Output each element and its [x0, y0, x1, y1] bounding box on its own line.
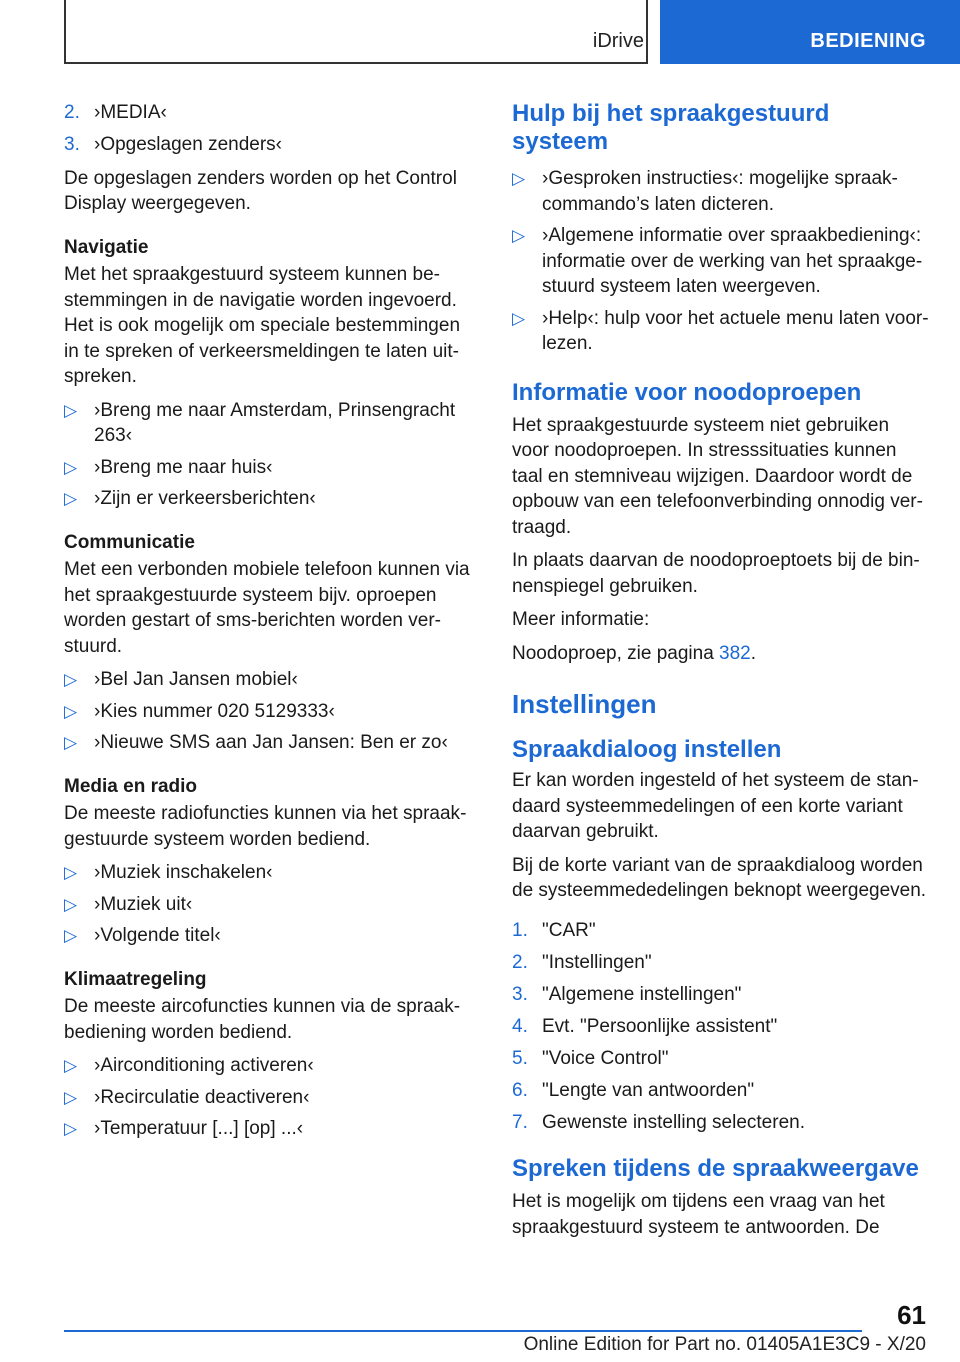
step-number: 2. [512, 951, 528, 973]
triangle-bullet-icon: ▷ [64, 894, 78, 914]
list-item: ▷ ›Recirculatie deactiveren‹ [64, 1085, 478, 1111]
triangle-bullet-icon: ▷ [64, 926, 78, 945]
step-number: 1. [512, 919, 528, 941]
list-item: 2. "Instellingen" [512, 950, 930, 976]
list-item: ▷ ›Gesproken instructies‹: mogelijke spraakcommando’s laten dicteren. [512, 168, 898, 215]
step-number: 3. [64, 134, 80, 155]
heading-instellingen: Instellingen [512, 689, 657, 719]
step-list-top [64, 100, 478, 158]
triangle-bullet-icon: ▷ [64, 1087, 78, 1107]
triangle-bullet-icon: ▷ [512, 169, 526, 188]
step-number: 7. [512, 1111, 528, 1133]
list-item: 7. Gewenste instelling selecteren. [512, 1110, 930, 1136]
left-column [64, 100, 478, 1160]
heading-spreken: Spreken tijdens de spraakweergave [512, 1155, 919, 1182]
step-number: 2. [64, 102, 80, 123]
triangle-bullet-icon: ▷ [64, 489, 78, 508]
chapter-tab[interactable] [660, 0, 960, 64]
heading-media: Media en radio [64, 775, 198, 797]
list-item: ▷ ›Nieuwe SMS aan Jan Jansen: Ben er zo‹ [64, 730, 478, 756]
body-navigatie: Met het spraakgestuurd systeem kunnen bestemmingen in de navigatie worden ingevoerd. Het is ook mogelijk om speciale bestemmingen in te spreken of verkeersmeldingen te laten uitspreken. [64, 264, 461, 387]
list-item: ▷ ›Muziek inschakelen‹ [64, 860, 478, 886]
step-number: 3. [512, 983, 528, 1005]
step-number: 4. [512, 1015, 528, 1037]
body-spreken: Het is mogelijk om tijdens een vraag van het spraakgestuurd systeem te antwoorden. De [512, 1191, 885, 1238]
body-dialoog-2: Bij de korte variant van de spraakdialoog worden de systeemmededelingen beknopt weergegeven. [512, 854, 927, 901]
header-section: iDrive [592, 30, 644, 52]
list-item: 2. ›MEDIA‹ [64, 100, 478, 126]
page-reference-link[interactable]: 382 [719, 642, 751, 664]
list-item: ▷ ›Temperatuur [...] [op] ...‹ [64, 1116, 478, 1142]
list-item: 3. "Algemene instellingen" [512, 982, 930, 1008]
list-item: ▷ ›Bel Jan Jansen mobiel‹ [64, 667, 478, 693]
list-item: 3. ›Opgeslagen zenders‹ [64, 132, 478, 158]
list-item: ▷ ›Algemene informatie over spraakbediening‹: informatie over de werking van het spraakgestuurd systeem laten weergeven. [512, 225, 923, 297]
page-number: 61 [897, 1300, 926, 1330]
triangle-bullet-icon: ▷ [64, 400, 78, 420]
heading-hulp: Hulp bij het spraakgestuurd systeem [512, 100, 830, 155]
reference-line: Noodoproep, zie pagina 382. [512, 642, 757, 664]
list-hulp [512, 166, 930, 357]
list-item: ▷ ›Help‹: hulp voor het actuele menu laten voorlezen. [512, 307, 929, 354]
triangle-bullet-icon: ▷ [64, 457, 78, 477]
body-klimaat: De meeste aircofuncties kunnen via de spraakbediening worden bediend. [64, 996, 461, 1043]
list-navigatie [64, 398, 478, 512]
body-dialoog-1: Er kan worden ingesteld of het systeem de standaard systeemmedelingen of een korte variant daarvan gebruikt. [512, 770, 919, 842]
list-item: ▷ ›Volgende titel‹ [64, 923, 478, 949]
step-number: 6. [512, 1079, 528, 1101]
body-nood-3: Meer informatie: [512, 609, 650, 630]
body-communicatie: Met een verbonden mobiele telefoon kunnen via het spraakgestuurde systeem bijv. oproepen worden gestart of sms-berichten worden verstuurd. [64, 559, 470, 657]
triangle-bullet-icon: ▷ [64, 863, 78, 882]
right-column [512, 100, 930, 1248]
step-number: 5. [512, 1047, 528, 1069]
intro-text: De opgeslagen zenders worden op het Control Display weergegeven. [64, 167, 457, 214]
list-item: ▷ ›Breng me naar huis‹ [64, 455, 478, 481]
heading-klimaat: Klimaatregeling [64, 968, 207, 990]
body-media: De meeste radiofuncties kunnen via het spraakgestuurde systeem worden bediend. [64, 803, 467, 850]
footer-divider [64, 1330, 862, 1332]
chapter-label: BEDIENING [810, 30, 926, 52]
list-item: ▷ ›Airconditioning activeren‹ [64, 1053, 478, 1079]
list-item: 6. "Lengte van antwoorden" [512, 1078, 930, 1104]
triangle-bullet-icon: ▷ [64, 1056, 78, 1075]
heading-communicatie: Communicatie [64, 531, 195, 553]
heading-navigatie: Navigatie [64, 236, 149, 258]
body-nood-1: Het spraakgestuurde systeem niet gebruiken voor noodoproepen. In stresssituaties kunnen taal en stemniveau wijzigen. Daardoor wordt de opbouw van een telefoonverbinding onnodig vertraagd. [512, 414, 923, 538]
steps-dialoog [512, 918, 930, 1136]
body-nood-2: In plaats daarvan de noodoproeptoets bij de binnenspiegel gebruiken. [512, 550, 920, 597]
list-klimaat [64, 1053, 478, 1142]
list-item: 5. "Voice Control" [512, 1046, 930, 1072]
list-item: 4. Evt. "Persoonlijke assistent" [512, 1014, 930, 1040]
heading-dialoog: Spraakdialoog instellen [512, 736, 782, 763]
footer-edition: Online Edition for Part no. 01405A1E3C9 - X/20 [523, 1334, 926, 1355]
triangle-bullet-icon: ▷ [512, 308, 526, 328]
list-communicatie [64, 667, 478, 756]
list-item: ▷ ›Breng me naar Amsterdam, Prinsengracht 263‹ [64, 399, 456, 446]
list-item: ▷ ›Muziek uit‹ [64, 892, 478, 918]
list-item: ▷ ›Zijn er verkeersberichten‹ [64, 486, 478, 512]
triangle-bullet-icon: ▷ [512, 226, 526, 245]
triangle-bullet-icon: ▷ [64, 701, 78, 721]
list-item: 1. "CAR" [512, 918, 930, 944]
list-item: ▷ ›Kies nummer 020 5129333‹ [64, 699, 478, 725]
list-media [64, 860, 478, 949]
triangle-bullet-icon: ▷ [64, 670, 78, 689]
triangle-bullet-icon: ▷ [64, 733, 78, 752]
triangle-bullet-icon: ▷ [64, 1119, 78, 1138]
heading-nood: Informatie voor noodoproepen [512, 378, 862, 406]
